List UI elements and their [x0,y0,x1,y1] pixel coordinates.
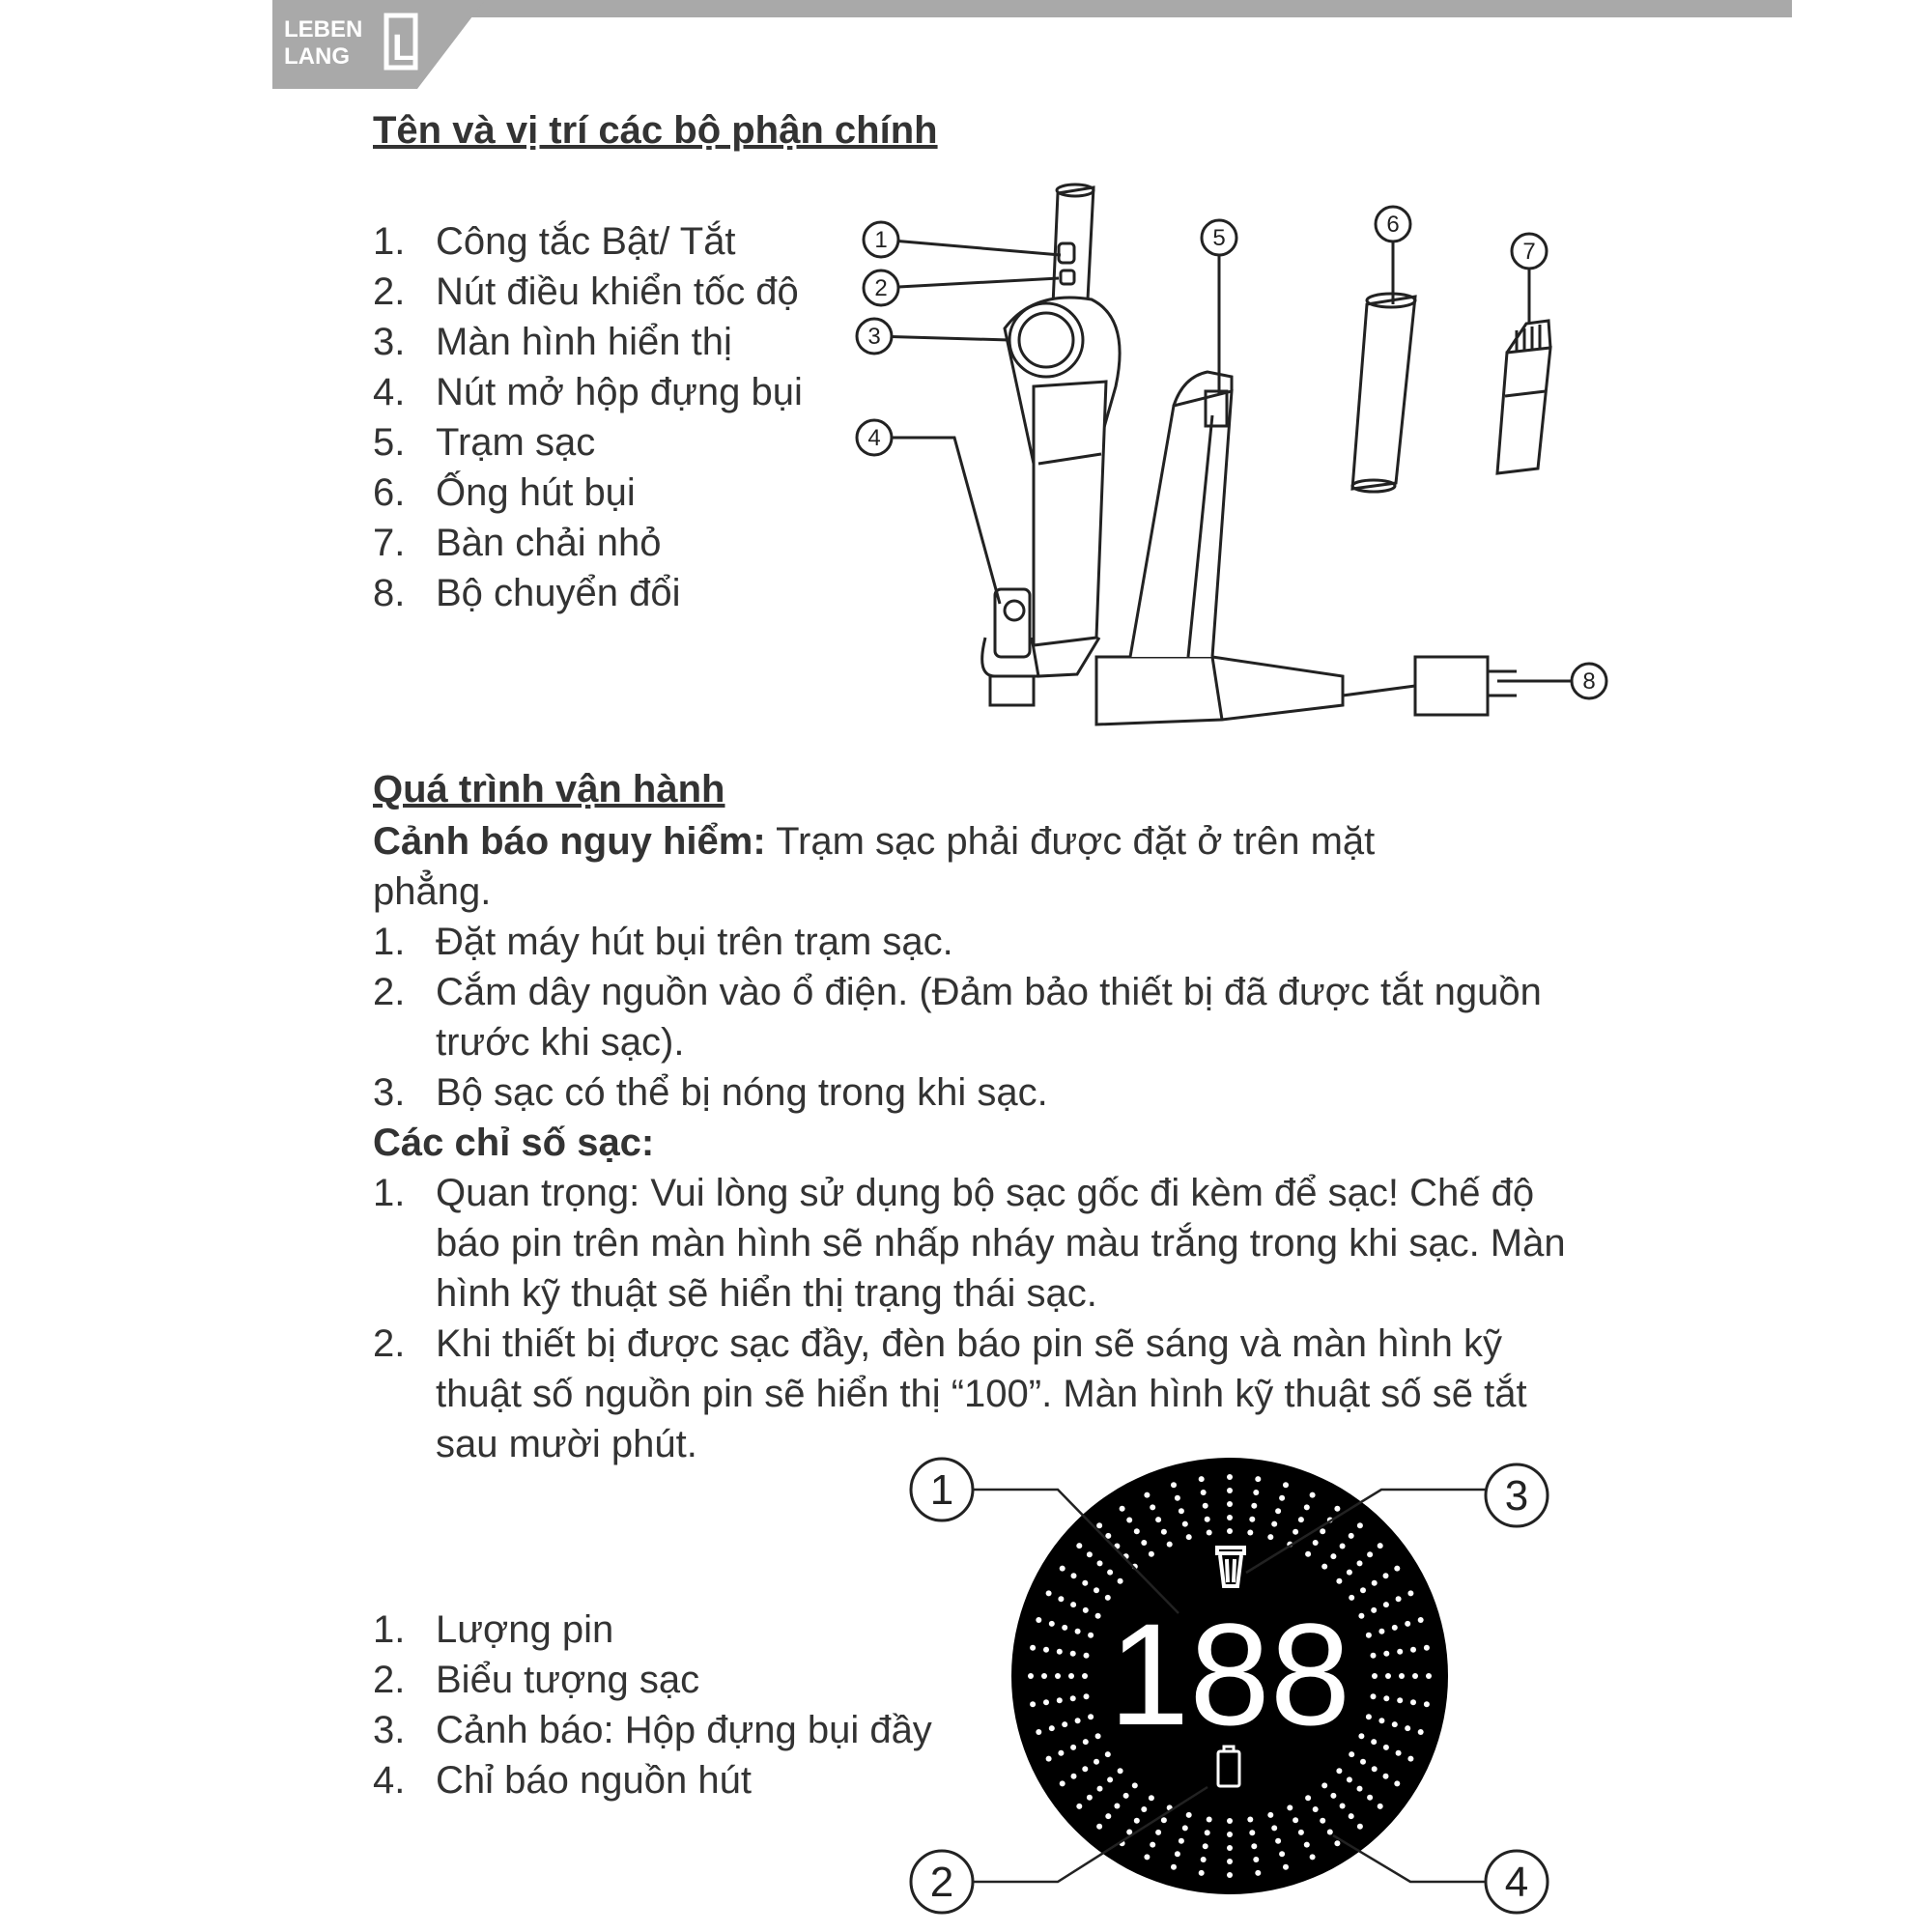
power-dot [1055,1673,1061,1679]
display-diagram [898,1439,1575,1932]
power-dot [1357,1786,1363,1792]
power-dot [1367,1795,1373,1801]
power-dot [1057,1649,1063,1655]
power-dot [1336,1768,1342,1774]
power-dot [1330,1793,1336,1799]
list-item: 3. Bộ sạc có thể bị nóng trong khi sạc. [373,1071,1048,1114]
power-dot [1082,1673,1088,1679]
power-dot [1132,1782,1138,1788]
list-item: 4. Nút mở hộp đựng bụi [373,371,803,413]
power-dot [1070,1651,1076,1657]
list-item: 3. Cảnh báo: Hộp đựng bụi đầy [373,1709,932,1751]
charging-station-illustration [1096,372,1517,724]
power-dot [1251,1503,1257,1509]
power-dot [1251,1843,1257,1849]
list-item: 2. Nút điều khiển tốc độ [373,270,799,313]
power-dot [1371,1653,1377,1659]
power-dot [1392,1721,1398,1727]
power-dot [1279,1495,1285,1501]
power-dot [1378,1718,1384,1723]
power-dot [1075,1629,1081,1634]
power-dot [1123,1793,1129,1799]
power-dot [1293,1817,1298,1823]
power-dot [1058,1750,1064,1756]
power-dot [1062,1625,1067,1631]
power-dot [1372,1580,1378,1586]
callout-4: 4 [867,425,881,451]
power-dot [1372,1766,1378,1772]
power-dot [1144,1854,1150,1860]
power-dot [1357,1522,1363,1528]
power-dot [1320,1528,1325,1534]
power-dot [1347,1776,1352,1782]
power-dot [1227,1832,1233,1837]
power-dot [1095,1613,1101,1619]
callout-1: 1 [874,227,888,253]
callout-7: 7 [1522,239,1536,265]
power-dot [1094,1587,1099,1593]
svg-text:L: L [392,28,415,69]
power-dot [1199,1476,1205,1482]
power-dot [1383,1745,1389,1750]
power-dot [1171,1482,1177,1488]
power-dot [1155,1517,1161,1522]
power-dot [1358,1733,1364,1739]
display-callout-2: 2 [929,1859,954,1906]
power-dot [1253,1857,1259,1862]
power-dot [1227,1488,1233,1493]
indicator-list [373,1168,1571,1469]
power-dot [1083,1607,1089,1613]
power-dot [1255,1870,1261,1876]
power-dot [1385,1673,1391,1679]
list-item: 2. Cắm dây nguồn vào ổ điện. (Đảm bảo thiết bị đã được tắt nguồn trước khi sạc). [373,971,1542,1064]
power-dot [1383,1774,1389,1779]
power-dot [1410,1647,1416,1653]
power-dot [1426,1673,1432,1679]
power-dot [1383,1695,1389,1701]
power-dot [1340,1544,1346,1549]
warning-paragraph: Cảnh báo nguy hiểm: Trạm sạc phải được đặt ở trên mặt phẳng. [373,820,1376,913]
power-dot [1097,1560,1103,1566]
vacuum-handle-illustration [982,185,1120,705]
power-dot [1096,1824,1102,1830]
power-dot [1134,1528,1140,1534]
power-dot [1283,1864,1289,1870]
list-item: 6. Ống hút bụi [373,471,636,514]
power-dot [1424,1701,1430,1707]
list-item: 7. Bàn chải nhỏ [373,522,662,564]
list-item: 1. Quan trọng: Vui lòng sử dụng bộ sạc gốc đi kèm để sạc! Chế độ báo pin trên màn hình sẽ nhấp nháy màu trắng trong khi sạc. Màn hình kỹ thuật sẽ hiển thị trạng thái sạc. [373,1172,1566,1315]
power-dot [1357,1560,1363,1566]
power-dot [1320,1818,1325,1824]
power-dot [1349,1533,1354,1539]
power-dot [1418,1617,1424,1623]
power-dot [1182,1825,1188,1831]
power-dot [1279,1851,1285,1857]
power-dot [1076,1804,1082,1809]
power-dot [1046,1590,1052,1596]
power-dot [1304,1842,1310,1848]
power-dot [1298,1517,1304,1522]
power-dot [1070,1695,1076,1701]
power-dot [1087,1551,1093,1557]
power-dot [1182,1521,1188,1527]
list-item: 1. Đặt máy hút bụi trên trạm sạc. [373,921,953,963]
power-dot [1201,1490,1207,1495]
power-dot [1049,1621,1055,1627]
power-dot [1358,1613,1364,1619]
power-dot [1340,1804,1346,1809]
battery-digits: 188 [1108,1593,1351,1755]
power-dot [1321,1782,1327,1788]
power-dot [1167,1542,1173,1548]
power-dot [1082,1766,1088,1772]
power-dot [1203,1843,1208,1849]
power-dot [1304,1504,1310,1510]
power-dot [1186,1534,1192,1540]
power-dot [1227,1859,1233,1864]
power-dot [1424,1645,1430,1651]
indicators-heading: Các chỉ số sạc: [373,1122,655,1164]
power-dot [1107,1776,1113,1782]
power-dot [1405,1621,1410,1627]
power-dot [1068,1673,1074,1679]
power-dot [1227,1515,1233,1520]
power-dot [1310,1854,1316,1860]
power-dot [1383,1602,1389,1607]
power-dot [1366,1714,1372,1719]
power-dot [1203,1503,1208,1509]
power-dot [1247,1817,1253,1823]
power-dot [1207,1530,1212,1536]
power-dot [1141,1806,1147,1812]
power-dot [1305,1795,1311,1801]
svg-text:LEBEN: LEBEN [284,16,363,43]
power-dot [1399,1673,1405,1679]
power-dot [1141,1540,1147,1546]
power-dot [1392,1625,1398,1631]
display-callout-4: 4 [1504,1859,1529,1906]
power-dot [1418,1729,1424,1735]
small-brush-illustration [1497,321,1550,473]
power-dot [1186,1812,1192,1818]
list-item: 1. Công tắc Bật/ Tắt [373,220,736,263]
power-dot [1334,1506,1340,1512]
power-dot [1150,1504,1155,1510]
power-dot [1175,1851,1180,1857]
power-dot [1247,1530,1253,1536]
power-dot [1036,1617,1041,1623]
power-dot [1298,1830,1304,1835]
power-dot [1171,1864,1177,1870]
power-dot [1118,1578,1123,1584]
power-dot [1120,1506,1125,1512]
power-dot [1360,1587,1366,1593]
power-dot [1161,1529,1167,1535]
power-dot [1096,1522,1102,1528]
power-dot [1412,1673,1418,1679]
power-dot [1043,1647,1049,1653]
power-dot [1293,1529,1298,1535]
power-dot [1227,1501,1233,1507]
list-item: 5. Trạm sạc [373,421,596,464]
power-dot [1397,1697,1403,1703]
power-dot [1410,1699,1416,1705]
power-dot [1030,1645,1036,1651]
power-dot [1372,1673,1378,1679]
power-dot [1227,1845,1233,1851]
power-dot [1371,1739,1377,1745]
operation-heading: Quá trình vận hành [373,768,725,810]
power-dot [1062,1721,1067,1727]
power-dot [1126,1518,1132,1523]
power-dot [1271,1521,1277,1527]
callout-6: 6 [1386,212,1400,238]
brand-logo [272,0,485,89]
power-dot [1150,1842,1155,1848]
power-dot [1205,1517,1210,1522]
list-item: 3. Màn hình hiển thị [373,321,732,363]
power-dot [1118,1768,1123,1774]
power-dot [1305,1551,1311,1557]
power-dot [1330,1553,1336,1559]
power-dot [1114,1804,1120,1809]
power-dot [1095,1733,1101,1739]
power-dot [1283,1482,1289,1488]
power-dot [1397,1649,1403,1655]
power-dot [1207,1817,1212,1823]
power-dot [1267,1534,1273,1540]
parts-list [373,216,846,618]
power-dot [1407,1756,1413,1762]
power-dot [1407,1590,1413,1596]
power-dot [1378,1543,1383,1548]
power-dot [1082,1580,1088,1586]
power-dot [1179,1508,1184,1514]
power-dot [1149,1551,1154,1557]
list-item: 4. Chỉ báo nguồn hút [373,1759,752,1802]
power-dot [1087,1795,1093,1801]
power-dot [1071,1774,1077,1779]
power-dot [1313,1806,1319,1812]
power-dot [1275,1508,1281,1514]
power-dot [1030,1701,1036,1707]
power-dot [1057,1697,1063,1703]
power-dot [1334,1840,1340,1846]
callout-8: 8 [1582,668,1596,695]
power-dot [1199,1870,1205,1876]
power-dot [1321,1564,1327,1570]
power-dot [1071,1573,1077,1578]
power-dot [1383,1573,1389,1578]
power-dot [1227,1474,1233,1480]
list-item: 2. Khi thiết bị được sạc đầy, đèn báo pin sẽ sáng và màn hình kỹ thuật số nguồn pin sẽ hiển thị “100”. Màn hình kỹ thuật số sẽ tắt sau mười phút. [373,1322,1527,1465]
power-dot [1060,1780,1065,1786]
list-item: 8. Bộ chuyển đổi [373,572,681,614]
power-dot [1049,1725,1055,1731]
power-dot [1287,1804,1293,1810]
svg-text:LANG: LANG [284,43,350,70]
power-dot [1267,1812,1273,1818]
list-item: 1. Lượng pin [373,1608,614,1651]
list-item: 2. Biểu tượng sạc [373,1659,700,1701]
power-dot [1394,1780,1400,1786]
power-dot [1383,1651,1389,1657]
header-bar [272,0,1792,17]
power-dot [1105,1813,1111,1819]
power-dot [1094,1759,1099,1765]
power-dot [1060,1566,1065,1572]
power-dot [1371,1693,1377,1699]
power-dot [1405,1725,1410,1731]
parts-diagram [840,174,1613,734]
power-dot [1371,1607,1377,1613]
power-dot [1084,1653,1090,1659]
power-dot [1310,1492,1316,1498]
power-dot [1227,1872,1233,1878]
power-dot [1313,1540,1319,1546]
power-dot [1249,1830,1255,1835]
power-dot [1396,1750,1402,1756]
parts-heading: Tên và vị trí các bộ phận chính [373,109,938,152]
power-dot [1336,1578,1342,1584]
power-dot [1378,1804,1383,1809]
power-dot [1201,1857,1207,1862]
power-dot [1366,1633,1372,1638]
power-dot [1275,1838,1281,1844]
power-dot [1036,1729,1041,1735]
power-dot [1134,1818,1140,1824]
power-dot [1249,1517,1255,1522]
power-dot [1271,1825,1277,1831]
power-dot [1046,1756,1052,1762]
power-dot [1028,1673,1034,1679]
callout-3: 3 [867,324,881,350]
display-callout-3: 3 [1504,1472,1529,1520]
power-dot [1357,1824,1363,1830]
power-dot [1347,1570,1352,1576]
power-dot [1107,1570,1113,1576]
power-dot [1088,1633,1094,1638]
power-dot [1155,1830,1161,1835]
power-dot [1227,1528,1233,1534]
power-dot [1070,1745,1076,1750]
callout-5: 5 [1212,225,1226,251]
power-dot [1179,1838,1184,1844]
power-dot [1088,1714,1094,1719]
power-dot [1367,1551,1373,1557]
power-dot [1083,1739,1089,1745]
power-dot [1058,1596,1064,1602]
power-dot [1084,1693,1090,1699]
power-dot [1161,1817,1167,1823]
power-dot [1205,1830,1210,1835]
operation-steps [373,917,1571,1118]
power-dot [1227,1818,1233,1824]
power-dot [1255,1476,1261,1482]
power-dot [1396,1596,1402,1602]
power-dot [1349,1813,1354,1819]
power-dot [1149,1795,1154,1801]
power-dot [1253,1490,1259,1495]
power-dot [1327,1830,1333,1835]
power-dot [1043,1699,1049,1705]
power-dot [1175,1495,1180,1501]
power-dot [1378,1629,1384,1634]
power-dot [1076,1543,1082,1548]
callout-2: 2 [874,275,888,301]
power-dot [1097,1786,1103,1792]
power-dot [1075,1718,1081,1723]
power-dot [1144,1492,1150,1498]
extension-tube-illustration [1352,294,1415,492]
power-dot [1394,1566,1400,1572]
display-callout-1: 1 [929,1466,954,1514]
power-dot [1070,1602,1076,1607]
power-dot [1360,1759,1366,1765]
power-dot [1041,1673,1047,1679]
